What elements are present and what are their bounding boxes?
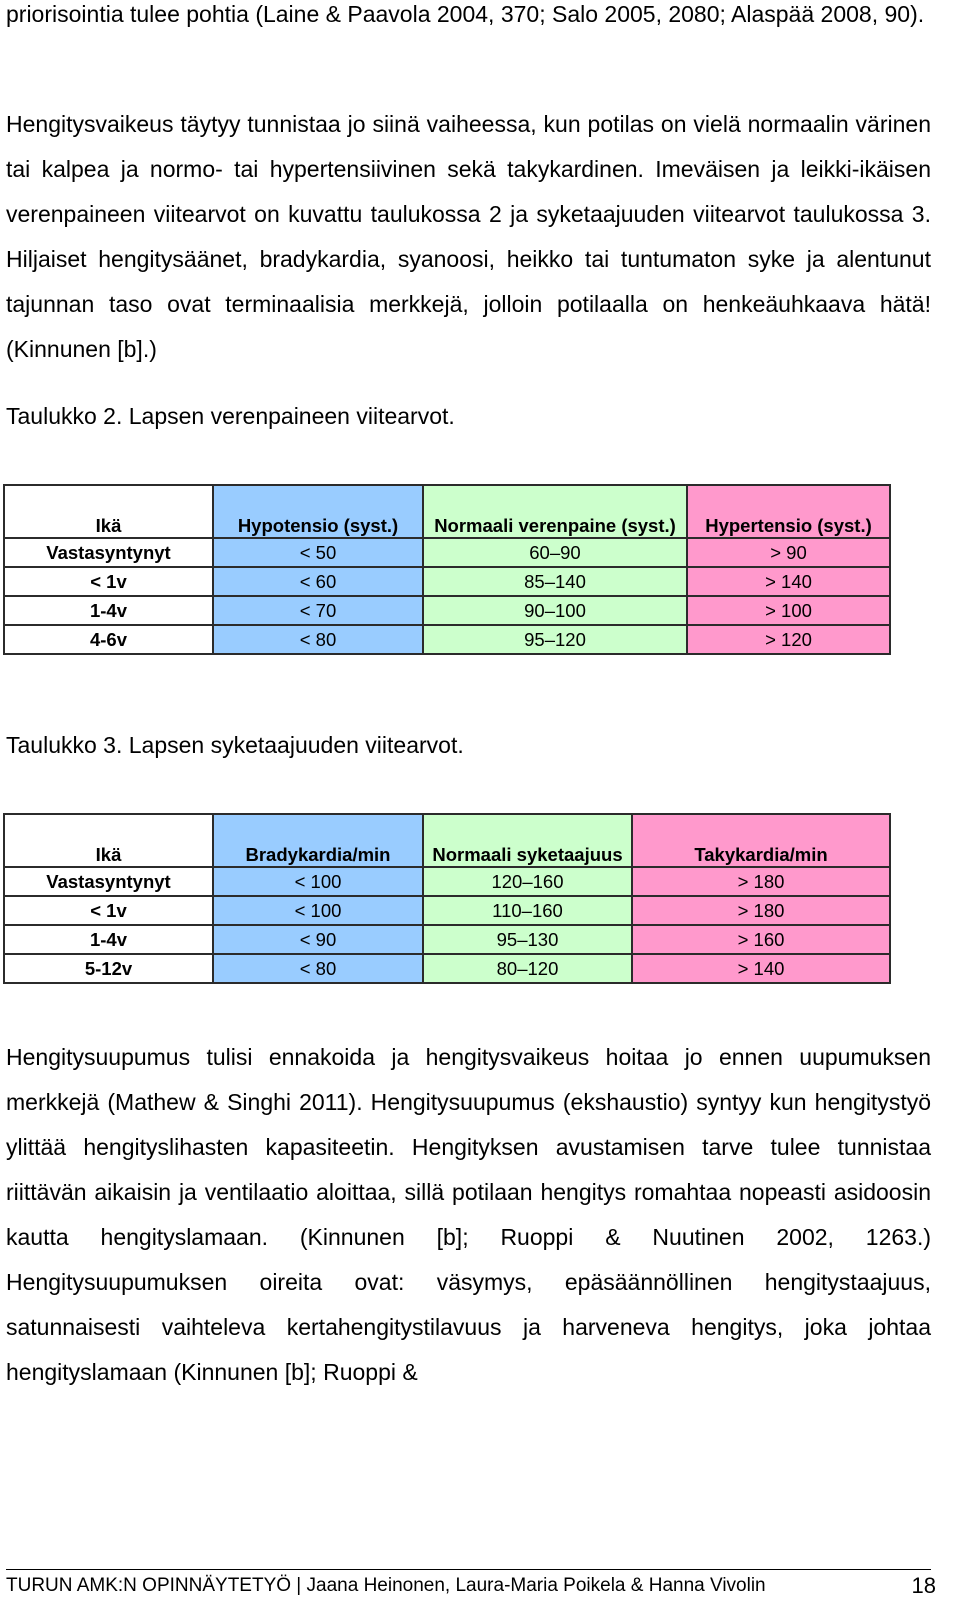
paragraph-respiratory-exhaustion: Hengitysuupumus tulisi ennakoida ja hengitysvaikeus hoitaa jo ennen uupumuksen merkkejä (Mathew & Singhi 2011). Hengitysuupumus (ekshaustio) syntyy kun hengitystyö ylittää hengityslihasten kapasiteetin. Hengityksen avustamisen tarve tulee tunnistaa riittävän aikaisin ja ventilaatio aloittaa, sillä potilaan hengitys romahtaa nopeasti asidoosin kautta hengityslamaan. (Kinnunen [b]; Ruoppi & Nuutinen 2002, 1263.) Hengitysuupumuksen oireita ovat: väsymys, epäsäännöllinen hengitystaajuus, satunnaisesti vaihteleva kertahengitystilavuus ja harveneva hengitys, joka johtaa hengityslamaan (Kinnunen [b]; Ruoppi & (6, 1044, 931, 1385)
table-row (4, 954, 890, 983)
heart-rate-table (3, 813, 891, 984)
cell-age: Vastasyntynyt (4, 538, 213, 567)
header-normal-bp: Normaali verenpaine (syst.) (423, 485, 687, 538)
table-header-row (4, 485, 890, 538)
table-row (4, 625, 890, 654)
cell-low: < 50 (213, 538, 423, 567)
table2-caption: Taulukko 2. Lapsen verenpaineen viitearvot. (6, 403, 455, 429)
header-hypertension: Hypertensio (syst.) (687, 485, 890, 538)
header-tachycardia: Takykardia/min (632, 814, 890, 867)
cell-high: > 140 (632, 954, 890, 983)
cell-normal: 120–160 (423, 867, 632, 896)
cell-high: > 140 (687, 567, 890, 596)
cell-high: > 180 (632, 867, 890, 896)
cell-high: > 90 (687, 538, 890, 567)
header-age: Ikä (4, 485, 213, 538)
cell-high: > 100 (687, 596, 890, 625)
cell-age: 5-12v (4, 954, 213, 983)
table-row (4, 925, 890, 954)
cell-normal: 80–120 (423, 954, 632, 983)
cell-high: > 160 (632, 925, 890, 954)
table-row (4, 567, 890, 596)
page-footer (6, 1572, 936, 1600)
table-header-row (4, 814, 890, 867)
cell-normal: 90–100 (423, 596, 687, 625)
header-age: Ikä (4, 814, 213, 867)
cell-age: 1-4v (4, 925, 213, 954)
cell-high: > 120 (687, 625, 890, 654)
table-row (4, 896, 890, 925)
table-row (4, 867, 890, 896)
footer-divider (6, 1569, 931, 1570)
cell-low: < 100 (213, 867, 423, 896)
cell-normal: 95–130 (423, 925, 632, 954)
cell-age: 4-6v (4, 625, 213, 654)
cell-low: < 80 (213, 625, 423, 654)
cell-age: < 1v (4, 896, 213, 925)
blood-pressure-table (3, 484, 891, 655)
cell-normal: 110–160 (423, 896, 632, 925)
cell-low: < 70 (213, 596, 423, 625)
cell-high: > 180 (632, 896, 890, 925)
cell-age: 1-4v (4, 596, 213, 625)
header-normal-rate: Normaali syketaajuus (423, 814, 632, 867)
cell-normal: 60–90 (423, 538, 687, 567)
table3-caption: Taulukko 3. Lapsen syketaajuuden viitearvot. (6, 732, 464, 758)
table-row (4, 596, 890, 625)
cell-low: < 90 (213, 925, 423, 954)
paragraph-intro: priorisointia tulee pohtia (Laine & Paavola 2004, 370; Salo 2005, 2080; Alaspää 2008, 90). (6, 1, 925, 27)
cell-age: < 1v (4, 567, 213, 596)
cell-normal: 95–120 (423, 625, 687, 654)
cell-low: < 80 (213, 954, 423, 983)
footer-text: TURUN AMK:N OPINNÄYTETYÖ | Jaana Heinonen, Laura-Maria Poikela & Hanna Vivolin (6, 1575, 766, 1596)
cell-normal: 85–140 (423, 567, 687, 596)
header-bradycardia: Bradykardia/min (213, 814, 423, 867)
paragraph-breathing-difficulty: Hengitysvaikeus täytyy tunnistaa jo siinä vaiheessa, kun potilas on vielä normaalin värinen tai kalpea ja normo- tai hypertensiivinen sekä takykardinen. Imeväisen ja leikki-ikäisen verenpaineen viitearvot on kuvattu taulukossa 2 ja syketaajuuden viitearvot taulukossa 3. Hiljaiset hengitysäänet, bradykardia, syanoosi, heikko tai tuntumaton syke ja alentunut tajunnan taso ovat terminaalisia merkkejä, jolloin potilaalla on henkeäuhkaava hätä! (Kinnunen [b].) (6, 111, 931, 362)
cell-low: < 60 (213, 567, 423, 596)
table-row (4, 538, 890, 567)
cell-age: Vastasyntynyt (4, 867, 213, 896)
header-hypotension: Hypotensio (syst.) (213, 485, 423, 538)
page-number: 18 (911, 1573, 936, 1598)
cell-low: < 100 (213, 896, 423, 925)
